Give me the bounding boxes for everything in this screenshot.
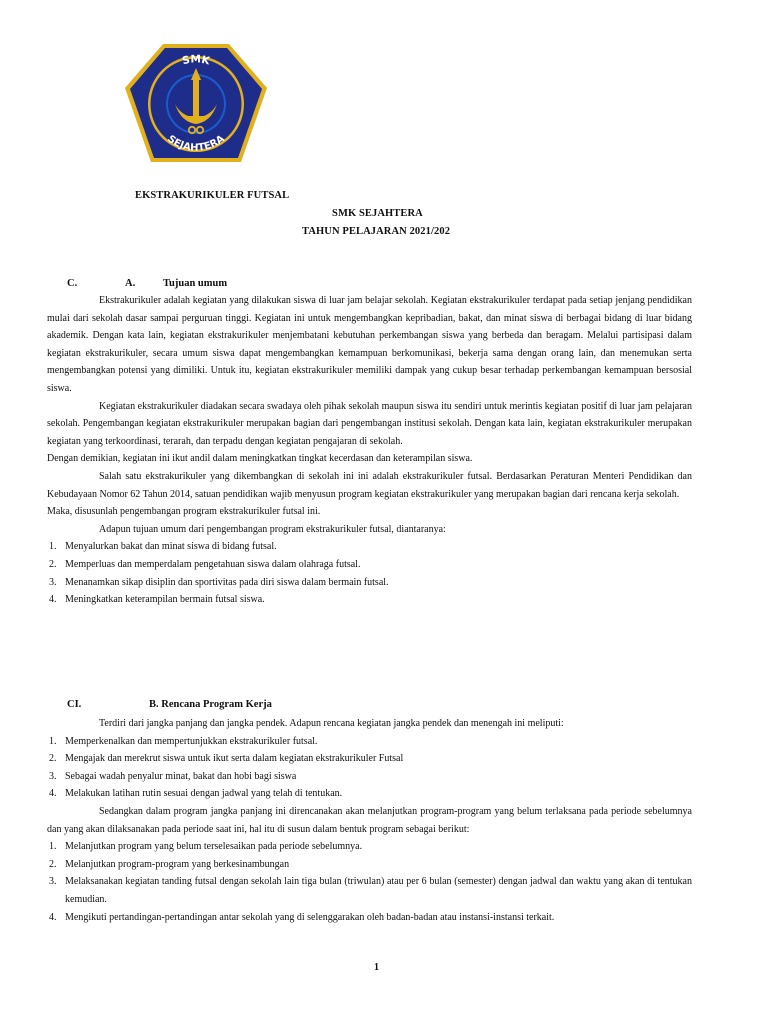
academic-year: TAHUN PELAJARAN 2021/202 [302,226,451,237]
list-item: 4. Meningkatkan keterampilan bermain futsal siswa. [49,594,265,606]
paragraph: Sedangkan dalam program jangka panjang ini direncanakan akan melanjutkan program-program yang belum terlaksana pada periode sebelumnya dan yang akan dilaksanakan pada periode saat ini, hal itu di susun dalam bentuk program sebagai berikut: [47,805,692,835]
svg-text:SMK [181,53,212,67]
smk-emblem-icon [123,38,269,168]
section-a-letter: A. [125,278,136,289]
page-number: 1 [374,962,379,973]
list-item: 1. Melanjutkan program yang belum terselesaikan pada periode sebelumnya. [49,841,363,853]
school-logo [123,38,269,168]
list-item: 4. Melakukan latihan rutin sesuai dengan jadwal yang telah di tentukan. [49,788,343,800]
section-b-title: B. Rencana Program Kerja [149,699,272,710]
section-a-heading [67,278,227,289]
list-item: 2. Melanjutkan program-program yang berkesinambungan [49,858,290,870]
list-item: 1. Menyalurkan bakat dan minat siswa di bidang futsal. [49,541,277,553]
list-item: 3. Melaksanakan kegiatan tanding futsal dengan sekolah lain tiga bulan (triwulan) atau per 6 bulan (semester) dengan jadwal dan waktu yang akan di tentukan kemudian. [49,876,692,905]
section-a-number: C. [67,278,78,289]
list-item: 1. Memperkenalkan dan mempertunjukkan ekstrakurikuler futsal. [49,735,318,747]
section-b-body [47,715,692,926]
paragraph: Dengan demikian, kegiatan ini ikut andil dalam meningkatkan tingkat kecerdasan dan keterampilan siswa. [47,453,473,465]
paragraph: Terdiri dari jangka panjang dan jangka pendek. Adapun rencana kegiatan jangka pendek dan menengah ini meliputi: [99,718,564,729]
paragraph: Adapun tujuan umum dari pengembangan program ekstrakurikuler futsal, diantaranya: [99,523,446,535]
section-a-title: Tujuan umum [163,278,228,289]
paragraph: Ekstrakurikuler adalah kegiatan yang dilakukan siswa di luar jam belajar sekolah. Kegiatan ekstrakurikuler terdapat pada setiap jenjang pendidikan mulai dari sekolah dasar sampai perguruan tinggi. Kegiatan ini untuk mengembangkan kepribadian, bakat, dan minat siswa di berbagai bidang di luar bidang akademik. Dengan kata lain, kegiatan ekstrakurikuler menjembatani kebutuhan perkembangan siswa yang berbeda dan beragam. Melalui partisipasi dalam kegiatan ekstrakurikuler, secara umum siswa dapat mengembangkan kemampuan berkomunikasi, bekerja sama dengan orang lain, dan menemukan serta mengembangkan potensi yang dimiliki. Untuk itu, kegiatan ekstrakurikuler memiliki dampak yang cukup besar terhadap perkembangan kemampuan bersosial siswa. [47,295,692,394]
logo-top-text: SMK [181,53,211,68]
list-item: 3. Sebagai wadah penyalur minat, bakat dan hobi bagi siswa [49,770,297,782]
logo-bottom-text: SEJAHTERA [165,133,227,154]
paragraph: Maka, disusunlah pengembangan program ekstrakurikuler futsal ini. [47,506,321,518]
section-b-number: CI. [67,699,82,710]
paragraph: Salah satu ekstrakurikuler yang dikembangkan di sekolah ini ini adalah ekstrakurikuler futsal. Berdasarkan Peraturan Menteri Pendidikan dan Kebudayaan Nomor 62 Tahun 2014, satuan pendidikan wajib menyusun program kegiatan ekstrakurikuler yang merupakan bagian dari rencana kerja sekolah. [47,470,692,500]
school-name: SMK SEJAHTERA [332,208,423,219]
list-item: 2. Memperluas dan memperdalam pengetahuan siswa dalam olahraga futsal. [49,558,361,570]
document-title: EKSTRAKURIKULER FUTSAL [135,190,290,201]
goals-list [47,538,692,608]
section-b-heading [67,699,272,710]
short-term-list [47,733,692,803]
paragraph: Kegiatan ekstrakurikuler diadakan secara swadaya oleh pihak sekolah maupun siswa itu sendiri untuk merintis kegiatan positif di luar jam pelajaran sekolah. Pengembangan kegiatan ekstrakurikuler merupakan bagian dari pengembangan institusi sekolah. Dengan kata lain, kegiatan ekstrakurikuler merupakan kegiatan yang terkoordinasi, terarah, dan terpadu dengan kegiatan pengajaran di sekolah. [47,400,692,447]
section-a-body [47,292,692,609]
long-term-list [47,838,692,926]
list-item: 2. Mengajak dan merekrut siswa untuk ikut serta dalam kegiatan ekstrakurikuler Futsal [49,753,404,765]
list-item: 4. Mengikuti pertandingan-pertandingan antar sekolah yang di selenggarakan oleh badan-badan atau instansi-instansi terkait. [49,911,555,923]
list-item: 3. Menanamkan sikap disiplin dan sportivitas pada diri siswa dalam bermain futsal. [49,576,389,588]
